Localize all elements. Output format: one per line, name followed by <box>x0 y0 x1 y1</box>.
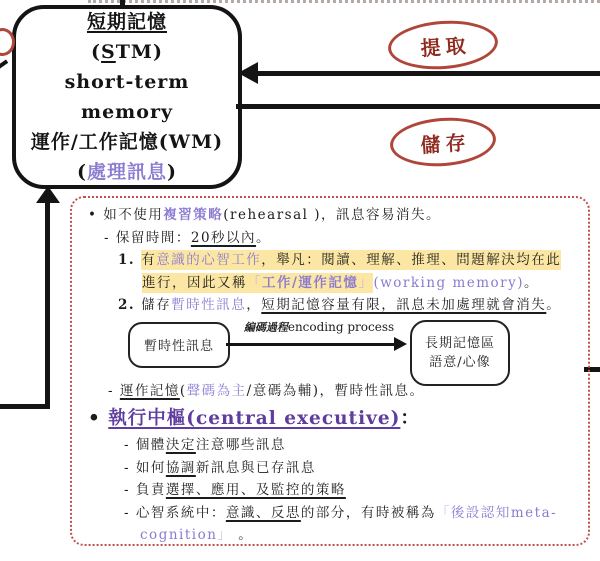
stm-title-en: short-term memory <box>64 71 190 123</box>
temporary-info-box <box>128 322 230 368</box>
cutoff-dotted-line <box>88 0 600 3</box>
panel-line-ce-strategies: - 負責選擇、應用、及監控的策略 <box>124 482 346 498</box>
retrieve-label: 提取 <box>419 32 472 61</box>
stm-process-line: (處理訊息) <box>76 161 177 183</box>
encoding-flow-diagram <box>80 320 584 380</box>
panel-line-rehearsal: • 如不使用複習策略(rehearsal )，訊息容易消失。 <box>88 207 442 223</box>
left-arrow-vertical-shaft <box>45 201 50 409</box>
panel-line-ce-metacognition-cont: cognition」 。 <box>140 527 254 543</box>
retrieve-oval <box>386 17 499 73</box>
left-arrowhead-icon <box>36 186 60 203</box>
panel-line-conscious-work-cont: 進行，因此又稱「工作/運作記憶」(working memory)。 <box>142 274 540 291</box>
panel-line-ce-metacognition: - 心智系統中：意識、反思的部分，有時被稱為「後設認知meta- <box>124 504 558 521</box>
panel-line-temporary-storage: 2. 儲存暫時性訊息，短期記憶容量有限，訊息未加處理就會消失。 <box>118 297 562 313</box>
store-label: 儲存 <box>419 129 472 158</box>
panel-line-working-memory-code: - 運作記憶(聲碼為主/意碼為輔)，暫時性訊息。 <box>108 382 425 399</box>
stm-title-zh: 短期記憶 <box>86 11 167 33</box>
panel-line-retention-time: - 保留時間：20秒以內。 <box>104 229 272 246</box>
panel-line-ce-attention: - 個體決定注意哪些訊息 <box>124 437 286 453</box>
left-arrow-horizontal-shaft <box>0 404 50 409</box>
store-oval <box>388 114 497 169</box>
panel-line-conscious-work: 1. 有意識的心智工作，舉凡：閱讀、理解、推理、問題解決均在此 <box>118 252 562 268</box>
panel-line-ce-coordinate: - 如何協調新訊息與已存訊息 <box>124 459 316 476</box>
ltm-label-line2: 語意/心像 <box>429 354 491 370</box>
ltm-box <box>410 320 510 386</box>
store-arrow-shaft <box>236 104 600 109</box>
encoding-arrow-label <box>228 319 410 335</box>
stm-box <box>12 5 242 189</box>
encoding-label-en: encoding process <box>287 319 395 334</box>
encoding-label-zh: 編碼過程 <box>243 320 288 334</box>
encoding-arrowhead-icon <box>394 337 407 351</box>
retrieve-arrow-shaft <box>257 71 600 76</box>
ltm-label-line1: 長期記憶區 <box>424 335 495 351</box>
temporary-info-label: 暫時性訊息 <box>143 339 214 354</box>
stm-wm-line: 運作/工作記憶(WM) <box>30 131 224 153</box>
stm-title-abbr: (STM) <box>91 41 163 63</box>
encoding-arrow-shaft <box>226 343 398 346</box>
notes-panel <box>70 196 590 546</box>
retrieve-arrowhead-icon <box>238 62 258 84</box>
cutoff-black-dash <box>0 59 8 68</box>
panel-line-central-executive: • 執行中樞(central executive)： <box>88 408 420 429</box>
